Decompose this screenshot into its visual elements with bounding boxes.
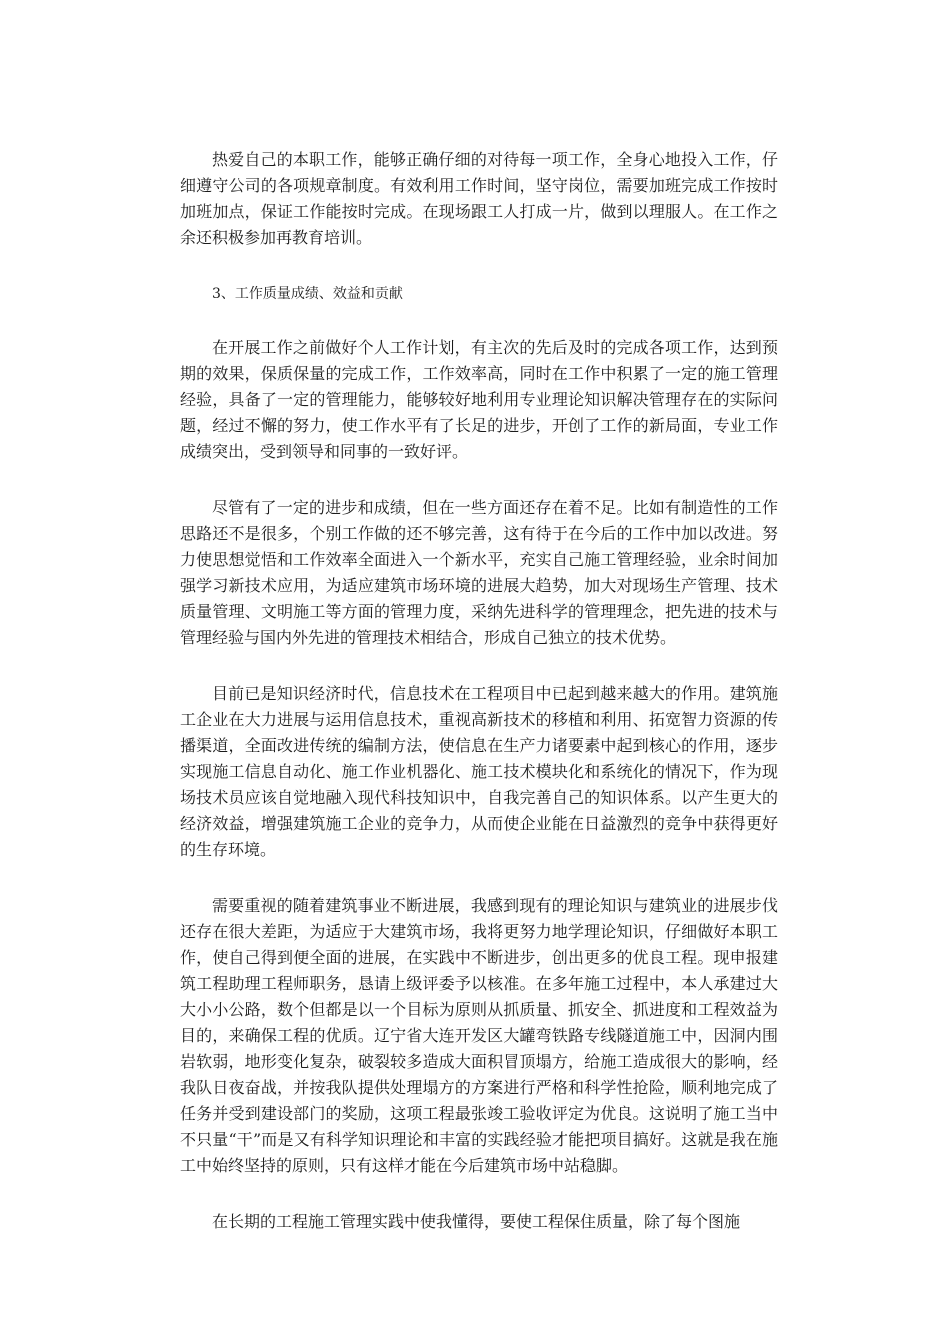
paragraph-construction-experience: 需要重视的随着建筑事业不断进展，我感到现有的理论知识与建筑业的进展步伐还存在很大差距，为适应于大建筑市场，我将更努力地学理论知识，仔细做好本职工作，使自己得到便全面的进展，在实践中不断进步，创出更多的优良工程。现申报建筑工程助理工程师职务，恳请上级评委予以核准。在多年施工过程中，本人承建过大大小小公路，数个但都是以一个目标为原则从抓质量、抓安全、抓进度和工程效益为目的，来确保工程的优质。辽宁省大连开发区大罐弯铁路专线隧道施工中，因洞内围岩软弱，地形变化复杂，破裂较多造成大面积冒顶塌方，给施工造成很大的影响，经我队日夜奋战，并按我队提供处理塌方的方案进行严格和科学性抢险，顺利地完成了任务并受到建设部门的奖励，这项工程最张竣工验收评定为优良。这说明了施工当中不只量“干”而是又有科学知识理论和丰富的实践经验才能把项目搞好。这就是我在施工中始终坚持的原则，只有这样才能在今后建筑市场中站稳脚。 [180,896,778,1175]
section-heading-work-quality: 3、工作质量成绩、效益和贡献 [212,286,403,302]
paragraph-shortcomings: 尽管有了一定的进步和成绩，但在一些方面还存在着不足。比如有制造性的工作思路还不是很多，个别工作做的还不够完善，这有待于在今后的工作中加以改进。努力使思想觉悟和工作效率全面进入一个新水平，充实自己施工管理经验，业余时间加强学习新技术应用，为适应建筑市场环境的进展大趋势，加大对现场生产管理、技术质量管理、文明施工等方面的管理力度，采纳先进科学的管理理念，把先进的技术与管理经验与国内外先进的管理技术相结合，形成自己独立的技术优势。 [180,498,778,647]
document-page [180,147,778,1265]
paragraph-information-technology: 目前已是知识经济时代，信息技术在工程项目中已起到越来越大的作用。建筑施工企业在大力进展与运用信息技术，重视高新技术的移植和利用、拓宽智力资源的传播渠道，全面改进传统的编制方法，使信息在生产力诸要素中起到核心的作用，逐步实现施工信息自动化、施工作业机器化、施工技术模块化和系统化的情况下，作为现场技术员应该自觉地融入现代科技知识中，自我完善自己的知识体系。以产生更大的经济效益，增强建筑施工企业的竞争力，从而使企业能在日益激烈的竞争中获得更好的生存环境。 [180,684,778,859]
paragraph-work-attitude: 热爱自己的本职工作，能够正确仔细的对待每一项工作，全身心地投入工作，仔细遵守公司的各项规章制度。有效利用工作时间，坚守岗位，需要加班完成工作按时加班加点，保证工作能按时完成。在现场跟工人打成一片，做到以理服人。在工作之余还积极参加再教育培训。 [180,150,778,247]
paragraph-quality-practice: 在长期的工程施工管理实践中使我懂得，要使工程保住质量，除了每个图施 [212,1212,741,1231]
paragraph-work-plan: 在开展工作之前做好个人工作计划，有主次的先后及时的完成各项工作，达到预期的效果，保质保量的完成工作，工作效率高，同时在工作中积累了一定的施工管理经验，具备了一定的管理能力，能够较好地利用专业理论知识解决管理存在的实际问题，经过不懈的努力，使工作水平有了长足的进步，开创了工作的新局面，专业工作成绩突出，受到领导和同事的一致好评。 [180,338,778,461]
